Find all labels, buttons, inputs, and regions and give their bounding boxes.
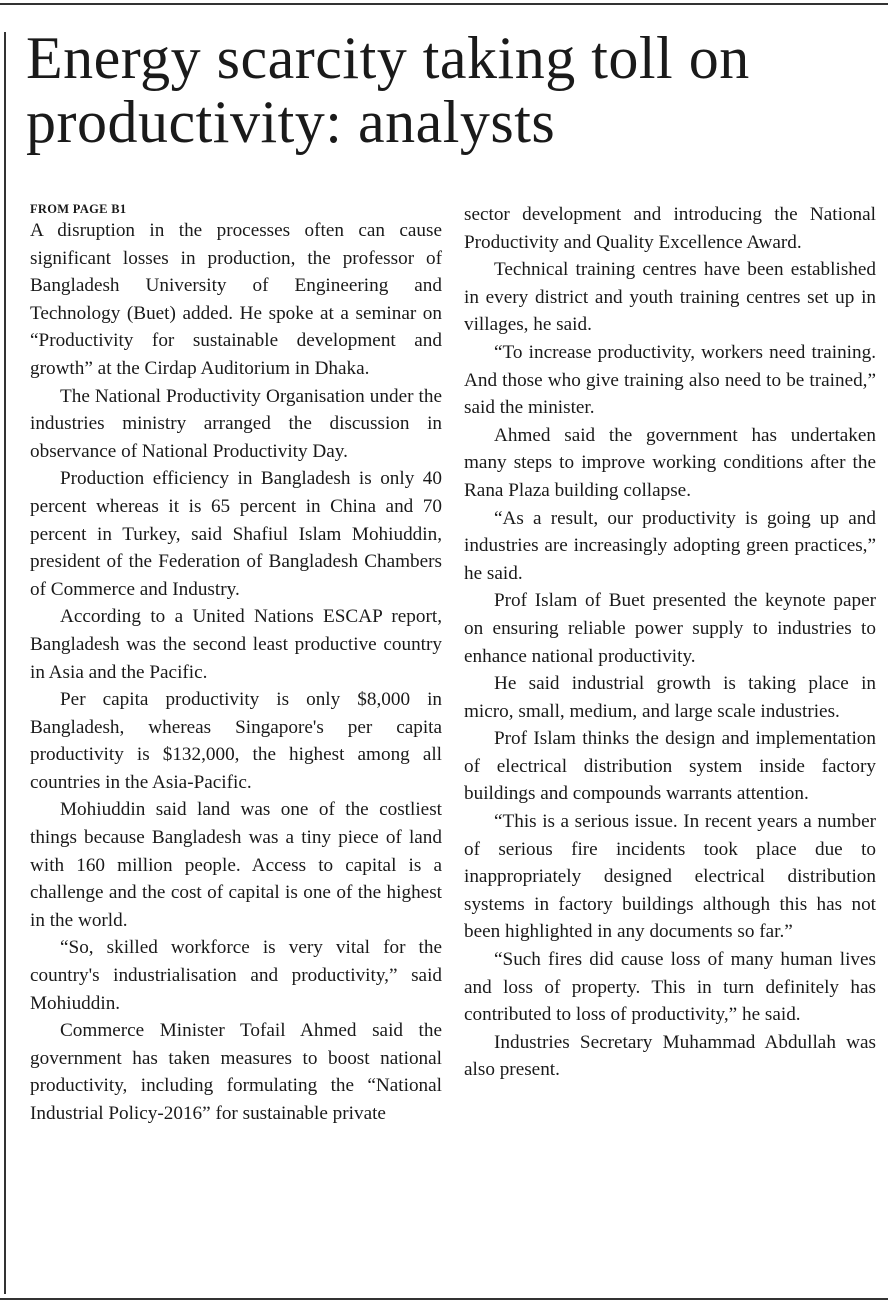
paragraph: sector development and introducing the National Productivity and Quality Excellence Award. [464, 204, 876, 253]
paragraph: “As a result, our productivity is going up and industries are increasingly adopting green practices,” he said. [464, 507, 876, 584]
paragraph: Commerce Minister Tofail Ahmed said the government has taken measures to boost national productivity, including formulating the “National Industrial Policy-2016” for sustainable private [30, 1020, 442, 1124]
top-border-rule [0, 3, 888, 5]
paragraph: Technical training centres have been established in every district and youth training centres set up in villages, he said. [464, 259, 876, 336]
paragraph: According to a United Nations ESCAP report, Bangladesh was the second least productive country in Asia and the Pacific. [30, 606, 442, 683]
paragraph: Mohiuddin said land was one of the costliest things because Bangladesh was a tiny piece of land with 160 million people. Access to capital is a challenge and the cost of capital is one of the highest in the world. [30, 799, 442, 931]
article-column-right [464, 201, 876, 1084]
paragraph: “This is a serious issue. In recent years a number of serious fire incidents took place due to inappropriately designed electrical distribution systems in factory buildings although this has not been highlighted in any documents so far.” [464, 811, 876, 943]
paragraph: Production efficiency in Bangladesh is only 40 percent whereas it is 65 percent in China and 70 percent in Turkey, said Shafiul Islam Mohiuddin, president of the Federation of Bangladesh Chambers of Commerce and Industry. [30, 468, 442, 600]
paragraph: Per capita productivity is only $8,000 in Bangladesh, whereas Singapore's per capita productivity is $132,000, the highest among all countries in the Asia-Pacific. [30, 689, 442, 793]
paragraph: “So, skilled workforce is very vital for the country's industrialisation and productivity,” said Mohiuddin. [30, 937, 442, 1014]
paragraph: The National Productivity Organisation under the industries ministry arranged the discussion in observance of National Productivity Day. [30, 385, 442, 462]
paragraph: Prof Islam thinks the design and implementation of electrical distribution system inside factory buildings and compounds warrants attention. [464, 728, 876, 805]
paragraph: Industries Secretary Muhammad Abdullah was also present. [464, 1031, 876, 1081]
paragraph: Prof Islam of Buet presented the keynote paper on ensuring reliable power supply to industries to enhance national productivity. [464, 590, 876, 667]
headline: Energy scarcity taking toll on productivity: analysts [26, 25, 750, 155]
article-column-left [30, 202, 442, 1128]
paragraph: A disruption in the processes often can cause significant losses in production, the professor of Bangladesh University of Engineering and Technology (Buet) added. He spoke at a seminar on “Productivity for sustainable development and growth” at the Cirdap Auditorium in Dhaka. [30, 220, 442, 379]
paragraph: “Such fires did cause loss of many human lives and loss of property. This in turn definitely has contributed to loss of productivity,” he said. [464, 949, 876, 1026]
paragraph: Ahmed said the government has undertaken many steps to improve working conditions after the Rana Plaza building collapse. [464, 424, 876, 501]
paragraph: “To increase productivity, workers need training. And those who give training also need to be trained,” said the minister. [464, 341, 876, 419]
bottom-border-rule [0, 1298, 888, 1300]
paragraph: He said industrial growth is taking place in micro, small, medium, and large scale industries. [464, 673, 876, 722]
dateline: FROM PAGE B1 [30, 202, 127, 216]
left-border-rule [4, 32, 6, 1294]
